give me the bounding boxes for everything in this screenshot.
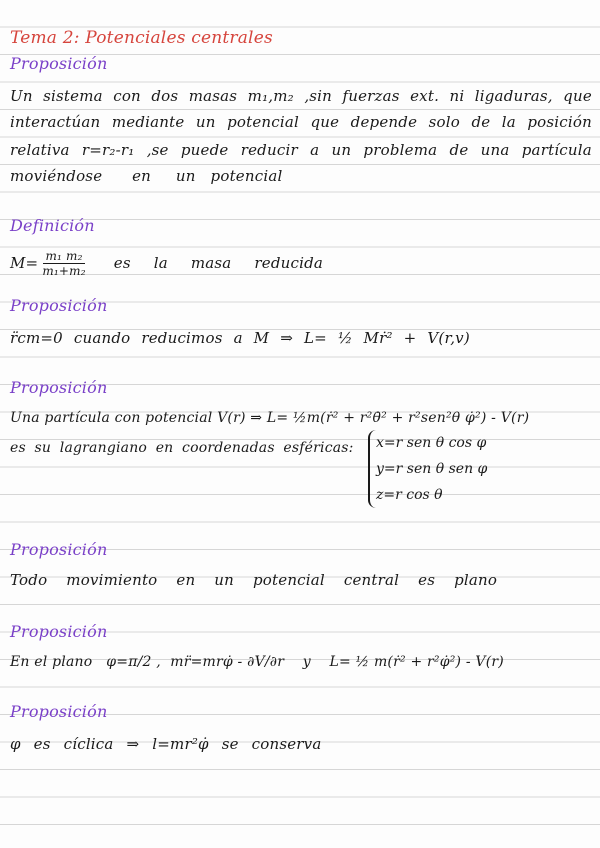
word: ligaduras,	[474, 87, 553, 105]
word: relativa	[10, 141, 70, 159]
word: solo	[428, 113, 460, 131]
word: mediante	[111, 113, 185, 131]
word: la	[501, 113, 516, 131]
fraction-numerator: m₁ m₂	[45, 248, 83, 263]
spherical-coordinates	[368, 430, 487, 508]
word: en	[132, 167, 152, 185]
word: potencial	[210, 167, 283, 185]
word: reducir	[240, 141, 298, 159]
word: Un	[10, 87, 33, 105]
text-line	[10, 140, 592, 160]
word: a	[310, 141, 320, 159]
word: posición	[527, 113, 592, 131]
word: ,se	[146, 141, 169, 159]
word: moviéndose	[10, 167, 103, 185]
statement-line: Una partícula con potencial V(r) ⇒ L= ½m(ṙ² + r²θ̇² + r²sen²θ φ̇²) - V(r)	[10, 410, 530, 426]
fraction-denominator: m₁+m₂	[42, 263, 86, 278]
word: un	[195, 113, 216, 131]
statement-line: Todo movimiento en un potencial central es plano	[10, 571, 498, 589]
word: depende	[350, 113, 418, 131]
word: potencial	[227, 113, 300, 131]
word: sistema	[43, 87, 103, 105]
word: de	[471, 113, 491, 131]
word: que	[563, 87, 592, 105]
reduced-mass-definition	[10, 246, 592, 280]
text-line	[10, 166, 592, 186]
coord-y: y=r sen θ sen φ	[376, 461, 488, 477]
coord-z: z=r cos θ	[376, 487, 443, 503]
text-line	[10, 86, 592, 106]
mu-label: M=	[10, 254, 39, 272]
word: m₁,m₂	[247, 87, 294, 105]
text-line	[10, 112, 592, 132]
word: ni	[449, 87, 465, 105]
word: una	[480, 141, 510, 159]
word: r=r₂-r₁	[81, 141, 135, 159]
statement-line: En el plano φ=π/2 , mr̈=mrφ̇ - ∂V/∂r y L= ½ m(ṙ² + r²φ̇²) - V(r)	[10, 654, 504, 670]
word: fuerzas	[342, 87, 400, 105]
section-heading: Proposición	[10, 378, 108, 397]
section-heading: Proposición	[10, 54, 108, 73]
word: un	[331, 141, 352, 159]
section-heading: Proposición	[10, 540, 108, 559]
fraction	[42, 249, 85, 278]
definition-text: es la masa reducida	[113, 254, 324, 272]
statement-line: es su lagrangiano en coordenadas esféricas:	[10, 440, 354, 456]
word: puede	[180, 141, 229, 159]
word: interactúan	[10, 113, 101, 131]
section-heading: Proposición	[10, 622, 108, 641]
word: dos	[151, 87, 179, 105]
statement-line: r̈cm=0 cuando reducimos a M ⇒ L= ½ Mṙ² + V(r,v)	[10, 329, 470, 347]
word: partícula	[521, 141, 592, 159]
word: que	[310, 113, 340, 131]
coord-x: x=r sen θ cos φ	[376, 435, 487, 451]
word: con	[113, 87, 141, 105]
section-heading: Proposición	[10, 702, 108, 721]
section-heading: Definición	[10, 216, 95, 235]
word: ext.	[410, 87, 440, 105]
word: problema	[363, 141, 438, 159]
word: de	[449, 141, 469, 159]
page-title: Tema 2: Potenciales centrales	[10, 28, 273, 48]
word: un	[175, 167, 196, 185]
word: ,sin	[304, 87, 333, 105]
statement-line: φ es cíclica ⇒ l=mr²φ̇ se conserva	[10, 735, 322, 753]
section-heading: Proposición	[10, 296, 108, 315]
word: masas	[188, 87, 238, 105]
